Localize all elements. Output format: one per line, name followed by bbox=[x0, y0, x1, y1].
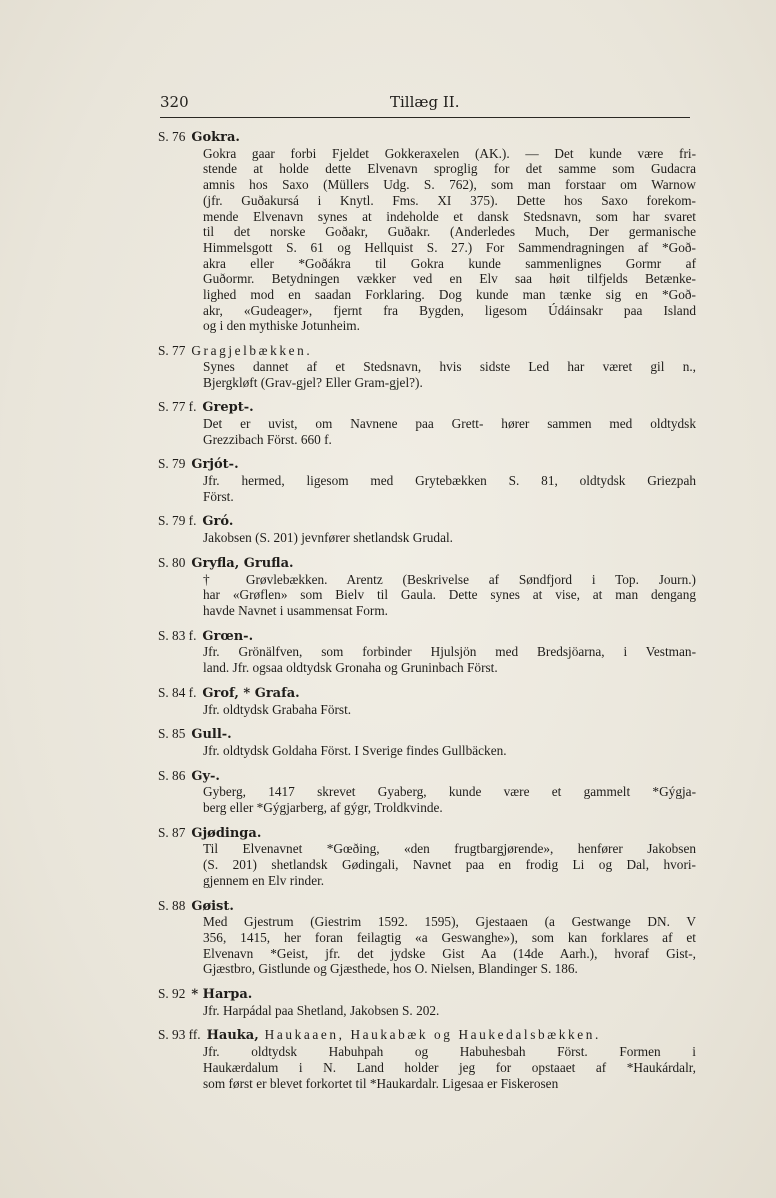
entry-text-line: land. Jfr. ogsaa oldtydsk Gronaha og Gruninbach Först. bbox=[203, 660, 498, 676]
entry-headword: Gjødinga. bbox=[191, 825, 262, 841]
entry-headword: Gy-. bbox=[191, 768, 220, 784]
entry-headword: Gull-. bbox=[191, 727, 232, 743]
entry-headword: Grof, * Grafa. bbox=[202, 685, 300, 701]
entry bbox=[158, 685, 696, 717]
entry-text-line: Gjæstbro, Gistlunde og Gjæsthede, hos O. Nielsen, Blandinger S. 186. bbox=[203, 961, 578, 977]
entry-text-line: Jakobsen (S. 201) jevnfører shetlandsk Grudal. bbox=[203, 530, 453, 546]
entry-text-line: † Grøvlebækken. Arentz (Beskrivelse af Søndfjord i Top. Journ.) bbox=[203, 571, 696, 587]
entry-heading bbox=[158, 456, 696, 473]
entry-text-line: som først er blevet forkortet til *Haukardalr. Ligesaa er Fiskerosen bbox=[203, 1075, 559, 1091]
entry-text-line: 356, 1415, her foran feilagtig «a Geswanghe»), som kan forklares af et bbox=[203, 929, 696, 945]
entry-text-line: Jfr. Grönälfven, som forbinder Hjulsjön med Bredsjöarna, i Vestman- bbox=[203, 644, 696, 660]
entry-text-line: Jfr. Harpádal paa Shetland, Jakobsen S. 202. bbox=[203, 1002, 440, 1018]
entry-text-line: (jfr. Guðakursá i Knytl. Fms. XI 375). Dette hos Saxo forekom- bbox=[203, 192, 696, 208]
running-head: Tillæg II. bbox=[390, 93, 460, 111]
entry-text-line: Jfr. oldtydsk Habuhpah og Habuhesbah Först. Formen i bbox=[203, 1044, 696, 1060]
entry-text-line: til det norske Goðakr, Guðakr. (Anderledes Much, Der germanische bbox=[203, 224, 696, 240]
entry bbox=[158, 825, 696, 889]
entry-reference: S. 76 bbox=[158, 129, 186, 144]
entry-heading bbox=[158, 399, 696, 416]
entry bbox=[158, 399, 696, 447]
entry-heading bbox=[158, 1027, 696, 1044]
entry-text-line: Jfr. oldtydsk Grabaha Först. bbox=[203, 701, 352, 717]
entry-heading bbox=[158, 129, 696, 146]
entry-reference: S. 85 bbox=[158, 726, 186, 742]
entry-text-line: mende Elvenavn synes at indeholde et dansk Stedsnavn, som har svaret bbox=[203, 208, 696, 224]
entry-reference: S. 77 f. bbox=[158, 399, 197, 415]
entry-reference: S. 84 f. bbox=[158, 684, 197, 700]
entry-text-line: akra eller *Goðákra til Gokra kunde sammenlignes Gormr af bbox=[203, 255, 696, 271]
entry bbox=[158, 768, 696, 816]
entry-heading bbox=[158, 825, 696, 842]
entry-headword: Grœn-. bbox=[202, 628, 254, 644]
entry-text-line: berg eller *Gýgjarberg, af gýgr, Troldkvinde. bbox=[203, 800, 443, 816]
entry-heading bbox=[158, 343, 696, 359]
entry-headword: Grjót-. bbox=[191, 457, 239, 473]
page-number: 320 bbox=[160, 93, 189, 111]
entry bbox=[158, 343, 696, 390]
entry-headword: Gokra. bbox=[191, 130, 240, 145]
entry-text-line: Haukærdalum i N. Land holder jeg for opstaaet af *Haukárdalr, bbox=[203, 1059, 696, 1075]
entry bbox=[158, 628, 696, 676]
entry-text-line: har «Grøflen» som Bielv til Gaula. Dette synes at vise, at man dengang bbox=[203, 587, 696, 603]
entry bbox=[158, 513, 696, 545]
page-header bbox=[160, 92, 690, 112]
entry bbox=[158, 129, 696, 334]
entry-reference: S. 80 bbox=[158, 554, 186, 570]
entry-text-line: Med Gjestrum (Giestrim 1592. 1595), Gjestaaen (a Gestwange DN. V bbox=[203, 914, 696, 930]
entry-heading bbox=[158, 555, 696, 572]
entry-headword: Gryfla, Grufla. bbox=[191, 555, 294, 571]
entry-text-line: Synes dannet af et Stedsnavn, hvis sidste Led har været gil n., bbox=[203, 358, 696, 374]
entry-text-line: Himmelsgott S. 61 og Hellquist S. 27.) For Sammendragningen af *Goð- bbox=[203, 239, 696, 255]
entry bbox=[158, 986, 696, 1018]
entry bbox=[158, 456, 696, 504]
entry-text-line: Grezzibach Först. 660 f. bbox=[203, 431, 332, 447]
entry-heading bbox=[158, 768, 696, 785]
entry bbox=[158, 726, 696, 758]
entry-text-line: stende at holde dette Elvenavn sproglig for det samme som Gudacra bbox=[203, 161, 696, 177]
entry-text-line: akr, «Gudeager», fjernt fra Bygden, ligesom Údáinsakr paa Island bbox=[203, 302, 696, 318]
entry-reference: S. 79 f. bbox=[158, 513, 197, 529]
entry-text-line: Gokra gaar forbi Fjeldet Gokkeraxelen (AK.). — Det kunde være fri- bbox=[203, 145, 696, 161]
entry-text-line: amnis hos Saxo (Müllers Udg. S. 762), som man forstaar om Warnow bbox=[203, 177, 696, 193]
entry-headword: Grept-. bbox=[202, 400, 254, 416]
entry-reference: S. 79 bbox=[158, 456, 186, 472]
entry-headword: * Harpa. bbox=[191, 987, 253, 1003]
entry-heading bbox=[158, 726, 696, 743]
entry-text-line: Bjergkløft (Grav-gjel? Eller Gram-gjel?). bbox=[203, 374, 423, 390]
entry-text-line: Först. bbox=[203, 488, 234, 504]
entry-reference: S. 88 bbox=[158, 897, 186, 913]
entry-text-line: lighed mod en saadan Forklaring. Dog kunde man tænke sig en *Goð- bbox=[203, 287, 696, 303]
entry-text-line: Guðormr. Betydningen vækker ved en Elv saa høit tilfjelds Betænke- bbox=[203, 271, 696, 287]
entry bbox=[158, 898, 696, 978]
entry-text-line: gjennem en Elv rinder. bbox=[203, 872, 325, 888]
entry-text-line: og i den mythiske Jotunheim. bbox=[203, 318, 360, 334]
entry-text-line: Gyberg, 1417 skrevet Gyaberg, kunde være et gammelt *Gýgja- bbox=[203, 784, 696, 800]
entry bbox=[158, 555, 696, 619]
entry-reference: S. 77 bbox=[158, 343, 186, 359]
entry-text-line: havde Navnet i usammensat Form. bbox=[203, 602, 389, 618]
entry-text-line: Jfr. oldtydsk Goldaha Först. I Sverige findes Gullbäcken. bbox=[203, 742, 507, 758]
entry-text-line: Det er uvist, om Navnene paa Grett- hører sammen med oldtydsk bbox=[203, 415, 696, 431]
entry-heading bbox=[158, 628, 696, 645]
entry-text-line: (S. 201) shetlandsk Gødingali, Navnet paa en frodig Li og Dal, hvori- bbox=[203, 857, 696, 873]
entry-heading bbox=[158, 513, 696, 530]
entry-reference: S. 92 bbox=[158, 986, 186, 1002]
entry-text-line: Elvenavn *Geist, jfr. det jydske Gist Aa (14de Aarh.), hvoraf Gist-, bbox=[203, 945, 696, 961]
entry-text-line: Jfr. hermed, ligesom med Grytebækken S. 81, oldtydsk Griezpah bbox=[203, 473, 696, 489]
entry-list bbox=[158, 129, 696, 1100]
entry bbox=[158, 1027, 696, 1091]
entry-text-line: Til Elvenavnet *Gœðing, «den frugtbargjørende», henfører Jakobsen bbox=[203, 841, 696, 857]
entry-reference: S. 83 f. bbox=[158, 627, 197, 643]
entry-reference: S. 86 bbox=[158, 767, 186, 783]
entry-headword: Gøist. bbox=[191, 898, 234, 914]
entry-headword: Haukaaen, Haukabæk og Haukedalsbækken. bbox=[258, 1027, 601, 1043]
entry-headword: Hauka, bbox=[206, 1028, 259, 1044]
entry-headword: Gragjelbækken. bbox=[191, 343, 313, 359]
entry-heading bbox=[158, 986, 696, 1003]
entry-heading bbox=[158, 898, 696, 915]
entry-headword: Gró. bbox=[202, 514, 234, 530]
entry-heading bbox=[158, 685, 696, 702]
entry-reference: S. 93 ff. bbox=[158, 1027, 201, 1043]
header-rule bbox=[160, 117, 690, 118]
entry-reference: S. 87 bbox=[158, 824, 186, 840]
